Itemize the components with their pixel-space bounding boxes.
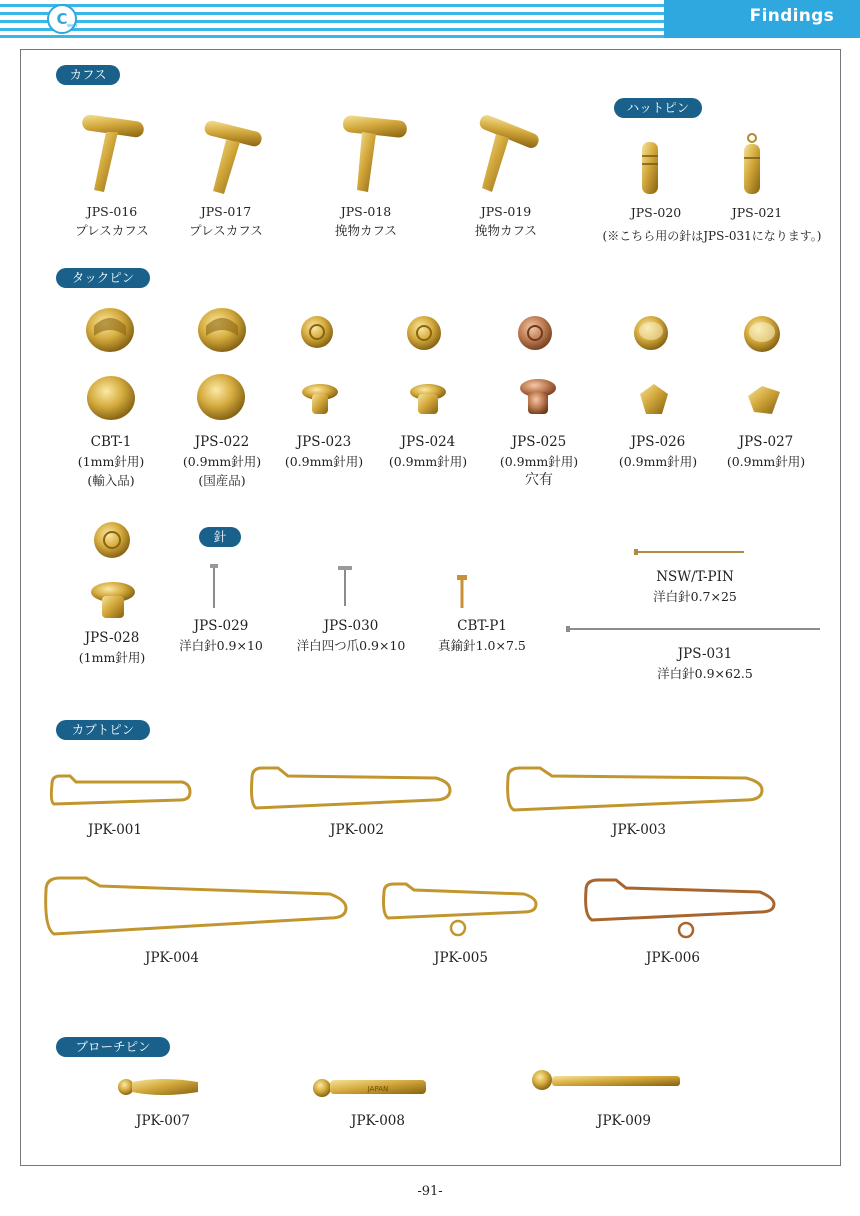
tackpin-back-image [84,306,136,354]
page-number: -91- [417,1184,443,1199]
cuff-image [198,122,268,196]
kaputo-pin-image [580,876,780,940]
product-code: JPS-016 [86,204,138,219]
tackpin-front-image [300,378,340,420]
product-desc: 洋白四つ爪0.9×10 [296,638,406,653]
cuff-label [475,202,537,240]
kaputo-code: JPK-005 [434,950,488,966]
hatpin-note: (※こちら用の針はJPS-031になります。) [602,229,822,243]
product-code: JPS-030 [323,618,379,634]
tackpin-label [183,433,261,490]
kaputo-code: JPK-004 [145,950,199,966]
tackpin-label [389,433,467,471]
page-header [0,0,860,40]
brooch-pin-image [530,1068,686,1094]
tackpin-label [78,433,144,490]
cuff-label [335,202,397,240]
product-spec: (0.9mm針用) [726,454,806,469]
tackpin-front-image [406,378,450,420]
hatpin-code: JPS-020 [630,205,682,220]
cuff-label [75,202,149,240]
tackpin-label [500,433,578,490]
product-code: JPS-029 [193,618,249,634]
product-code: JPS-031 [677,646,733,662]
cuff-image [340,114,410,196]
product-desc: 挽物カフス [334,223,398,238]
tackpin-front-image [632,378,676,420]
logo-sub: well [67,23,77,29]
tackpin-label [619,433,697,471]
product-desc: 洋白針0.9×10 [179,638,263,653]
tackpin-label [285,433,363,471]
product-code: JPS-027 [738,434,794,450]
logo-letter: C [56,10,68,28]
needle-label [179,617,263,655]
tackpin-label [727,433,805,471]
product-code: JPS-017 [200,204,252,219]
brooch-stamp: JAPAN [367,1085,389,1093]
product-desc: 洋白針0.9×62.5 [657,666,753,681]
needle-label [438,617,526,655]
tackpin-back-image [92,520,132,560]
tackpin-back-image [632,314,670,352]
product-code: JPS-019 [480,204,532,219]
product-spec: (0.9mm針用) [182,454,262,469]
cuff-label [189,202,263,240]
tackpin-back-image [300,314,334,350]
kaputo-pin-image [40,872,352,938]
tackpin-label [79,629,145,667]
product-code: CBT-P1 [457,618,507,634]
needle-image [456,574,468,610]
product-code: JPS-023 [296,434,352,450]
product-code: JPS-024 [400,434,456,450]
product-spec: (0.9mm針用) [388,454,468,469]
product-spec: (0.9mm針用) [499,454,579,469]
tackpin-back-image [406,314,442,352]
long-pin-label [657,645,753,683]
kaputo-code: JPK-006 [646,950,700,966]
brooch-code: JPK-009 [597,1113,651,1129]
tackpin-back-image [196,306,248,354]
kaputo-pin-image [502,764,768,816]
needle-image [336,564,354,608]
product-code: NSW/T-PIN [656,569,734,585]
product-spec: (1mm針用) [78,650,146,665]
product-code: JPS-018 [340,204,392,219]
product-desc: プレスカフス [75,223,149,238]
section-hatpin: ハットピン [614,98,702,118]
cuff-image [78,114,150,196]
long-pin-label [653,568,737,606]
product-note: 穴有 [525,472,553,488]
product-code: JPS-025 [511,434,567,450]
product-note: (輸入品) [87,473,135,488]
brand-logo [47,4,77,34]
brooch-code: JPK-007 [136,1113,190,1129]
section-cuffs: カフス [56,65,120,85]
hatpin-image [740,132,764,196]
needle-label [297,617,406,655]
product-spec: (0.9mm針用) [284,454,364,469]
product-code: JPS-028 [84,630,140,646]
hatpin-code: JPS-021 [731,205,783,220]
kaputo-code: JPK-001 [88,822,142,838]
tackpin-front-image [86,374,136,422]
brooch-code: JPK-008 [351,1113,405,1129]
tackpin-front-image [196,372,246,422]
brooch-pin-image [116,1074,206,1100]
brooch-pin-image [310,1074,432,1102]
product-spec: (0.9mm針用) [618,454,698,469]
product-desc: プレスカフス [189,223,263,238]
section-brooch: ブローチピン [56,1037,170,1057]
tackpin-front-image [516,374,560,420]
product-code: CBT-1 [90,434,132,450]
section-tackpin: タックピン [56,268,150,288]
tackpin-front-image [88,578,138,622]
kaputo-pin-image [246,764,456,814]
cuff-image [474,118,546,196]
hatpin-image [638,140,662,196]
long-pin-image [634,548,746,556]
kaputo-code: JPK-002 [330,822,384,838]
long-pin-image [566,625,822,633]
tackpin-back-image [516,314,554,352]
kaputo-pin-image [378,880,542,940]
section-kaputo: カブトピン [56,720,150,740]
product-spec: (1mm針用) [77,454,145,469]
product-code: JPS-022 [194,434,250,450]
header-title: Findings [749,6,834,26]
product-note: (国産品) [198,473,246,488]
kaputo-pin-image [46,772,196,812]
needle-image [208,562,220,610]
section-needle: 針 [199,527,241,547]
tackpin-front-image [742,378,786,420]
product-code: JPS-026 [630,434,686,450]
product-desc: 挽物カフス [474,223,538,238]
product-desc: 洋白針0.7×25 [653,589,737,604]
product-desc: 真鍮針1.0×7.5 [438,638,526,653]
kaputo-code: JPK-003 [612,822,666,838]
tackpin-back-image [742,314,782,354]
